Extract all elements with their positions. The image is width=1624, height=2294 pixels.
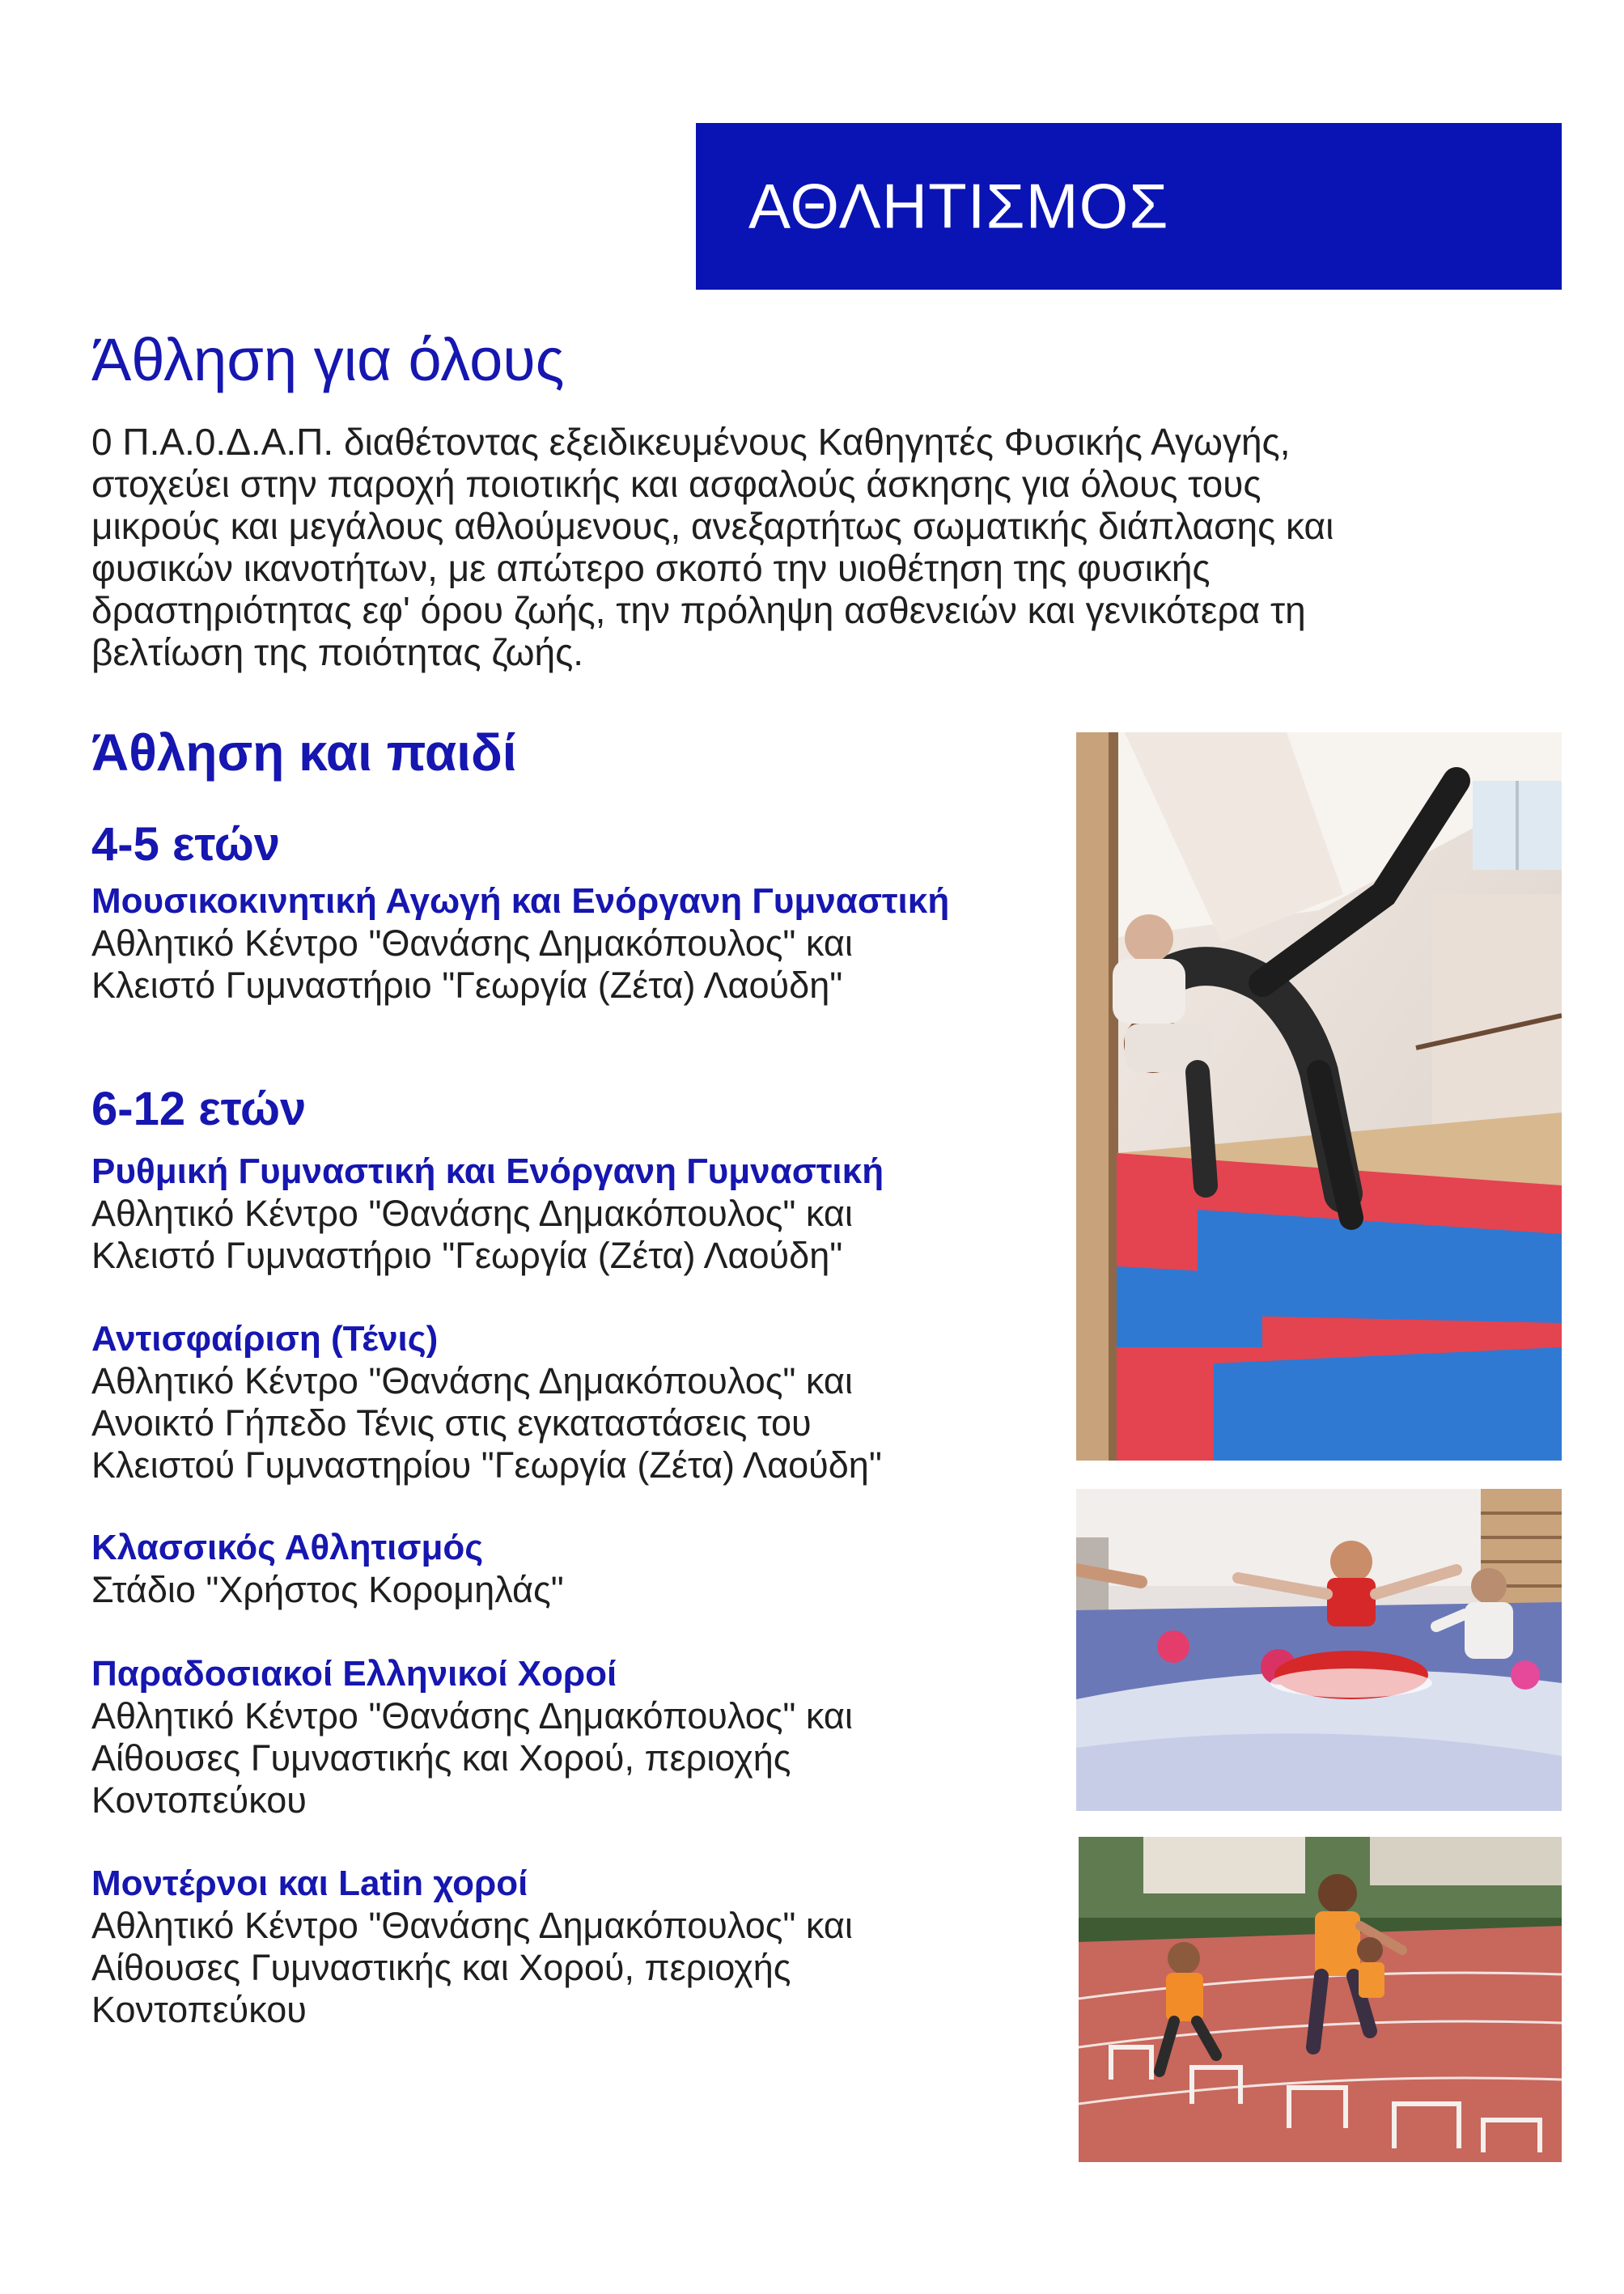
activity-item: [91, 1527, 1038, 1611]
activity-name: Παραδοσιακοί Ελληνικοί Χοροί: [91, 1654, 617, 1694]
location-line: Στάδιο "Χρήστος Κορομηλάς": [91, 1569, 564, 1610]
page-title: ΑΘΛΗΤΙΣΜΟΣ: [748, 170, 1169, 242]
location-line: Αθλητικό Κέντρο "Θανάσης Δημακόπουλος" και: [91, 1905, 853, 1946]
intro-line: φυσικών ικανοτήτων, με απώτερο σκοπό την υιοθέτηση της φυσικής: [91, 547, 1211, 589]
age-group-heading: 6-12 ετών: [91, 1083, 307, 1135]
activity-item: [91, 1863, 1038, 2031]
gymnastics-photo: [1076, 732, 1562, 1461]
location-line: Κλειστό Γυμναστήριο "Γεωργία (Ζέτα) Λαούδη": [91, 1235, 843, 1276]
location-line: Αθλητικό Κέντρο "Θανάσης Δημακόπουλος" και: [91, 1695, 853, 1736]
location-line: Κοντοπεύκου: [91, 1989, 307, 2030]
activity-item: [91, 880, 1038, 1007]
activity-location: [91, 1193, 1038, 1277]
activity-name: Αντισφαίριση (Τένις): [91, 1319, 439, 1359]
location-line: Κοντοπεύκου: [91, 1779, 307, 1821]
activity-name: Μοντέρνοι και Latin χοροί: [91, 1864, 528, 1903]
location-line: Κλειστού Γυμναστηρίου "Γεωργία (Ζέτα) Λαούδη": [91, 1444, 882, 1486]
location-line: Αθλητικό Κέντρο "Θανάσης Δημακόπουλος" και: [91, 1360, 853, 1401]
intro-line: βελτίωση της ποιότητας ζωής.: [91, 631, 584, 673]
activity-location: [91, 1905, 1038, 2031]
location-line: Αίθουσες Γυμναστικής και Χορού, περιοχής: [91, 1737, 791, 1779]
location-line: Ανοικτό Γήπεδο Τένις στις εγκαταστάσεις του: [91, 1402, 812, 1444]
rhythmic-gymnastics-photo: [1076, 1489, 1562, 1811]
location-line: Αίθουσες Γυμναστικής και Χορού, περιοχής: [91, 1947, 791, 1988]
intro-line: στοχεύει στην παροχή ποιοτικής και ασφαλούς άσκησης για όλους τους: [91, 463, 1261, 505]
activity-location: [91, 922, 1038, 1007]
activity-item: [91, 1151, 1038, 1277]
intro-line: δραστηριότητας εφ' όρου ζωής, την πρόληψη ασθενειών και γενικότερα τη: [91, 589, 1306, 631]
track-athletics-photo: [1079, 1837, 1562, 2162]
location-line: Αθλητικό Κέντρο "Θανάσης Δημακόπουλος" και: [91, 922, 853, 964]
activity-item: [91, 1653, 1038, 1821]
activity-location: [91, 1695, 1038, 1821]
location-line: Αθλητικό Κέντρο "Θανάσης Δημακόπουλος" και: [91, 1193, 853, 1234]
header-band: [696, 123, 1562, 290]
activity-location: [91, 1360, 1038, 1486]
activity-name: Μουσικοκινητική Αγωγή και Ενόργανη Γυμναστική: [91, 881, 950, 921]
activity-item: [91, 1318, 1038, 1486]
section-heading: Άθληση και παιδί: [91, 723, 517, 782]
age-group-heading: 4-5 ετών: [91, 818, 280, 871]
activity-location: [91, 1569, 1038, 1611]
intro-line: μικρούς και μεγάλους αθλούμενους, ανεξαρτήτως σωματικής διάπλασης και: [91, 505, 1334, 547]
intro-line: 0 Π.Α.0.Δ.Α.Π. διαθέτοντας εξειδικευμένους Καθηγητές Φυσικής Αγωγής,: [91, 421, 1291, 463]
intro-paragraph: [91, 421, 1532, 673]
activity-name: Ρυθμική Γυμναστική και Ενόργανη Γυμναστική: [91, 1151, 884, 1191]
intro-heading: Άθληση για όλους: [91, 326, 565, 393]
location-line: Κλειστό Γυμναστήριο "Γεωργία (Ζέτα) Λαούδη": [91, 965, 843, 1006]
activity-name: Κλασσικός Αθλητισμός: [91, 1528, 484, 1567]
